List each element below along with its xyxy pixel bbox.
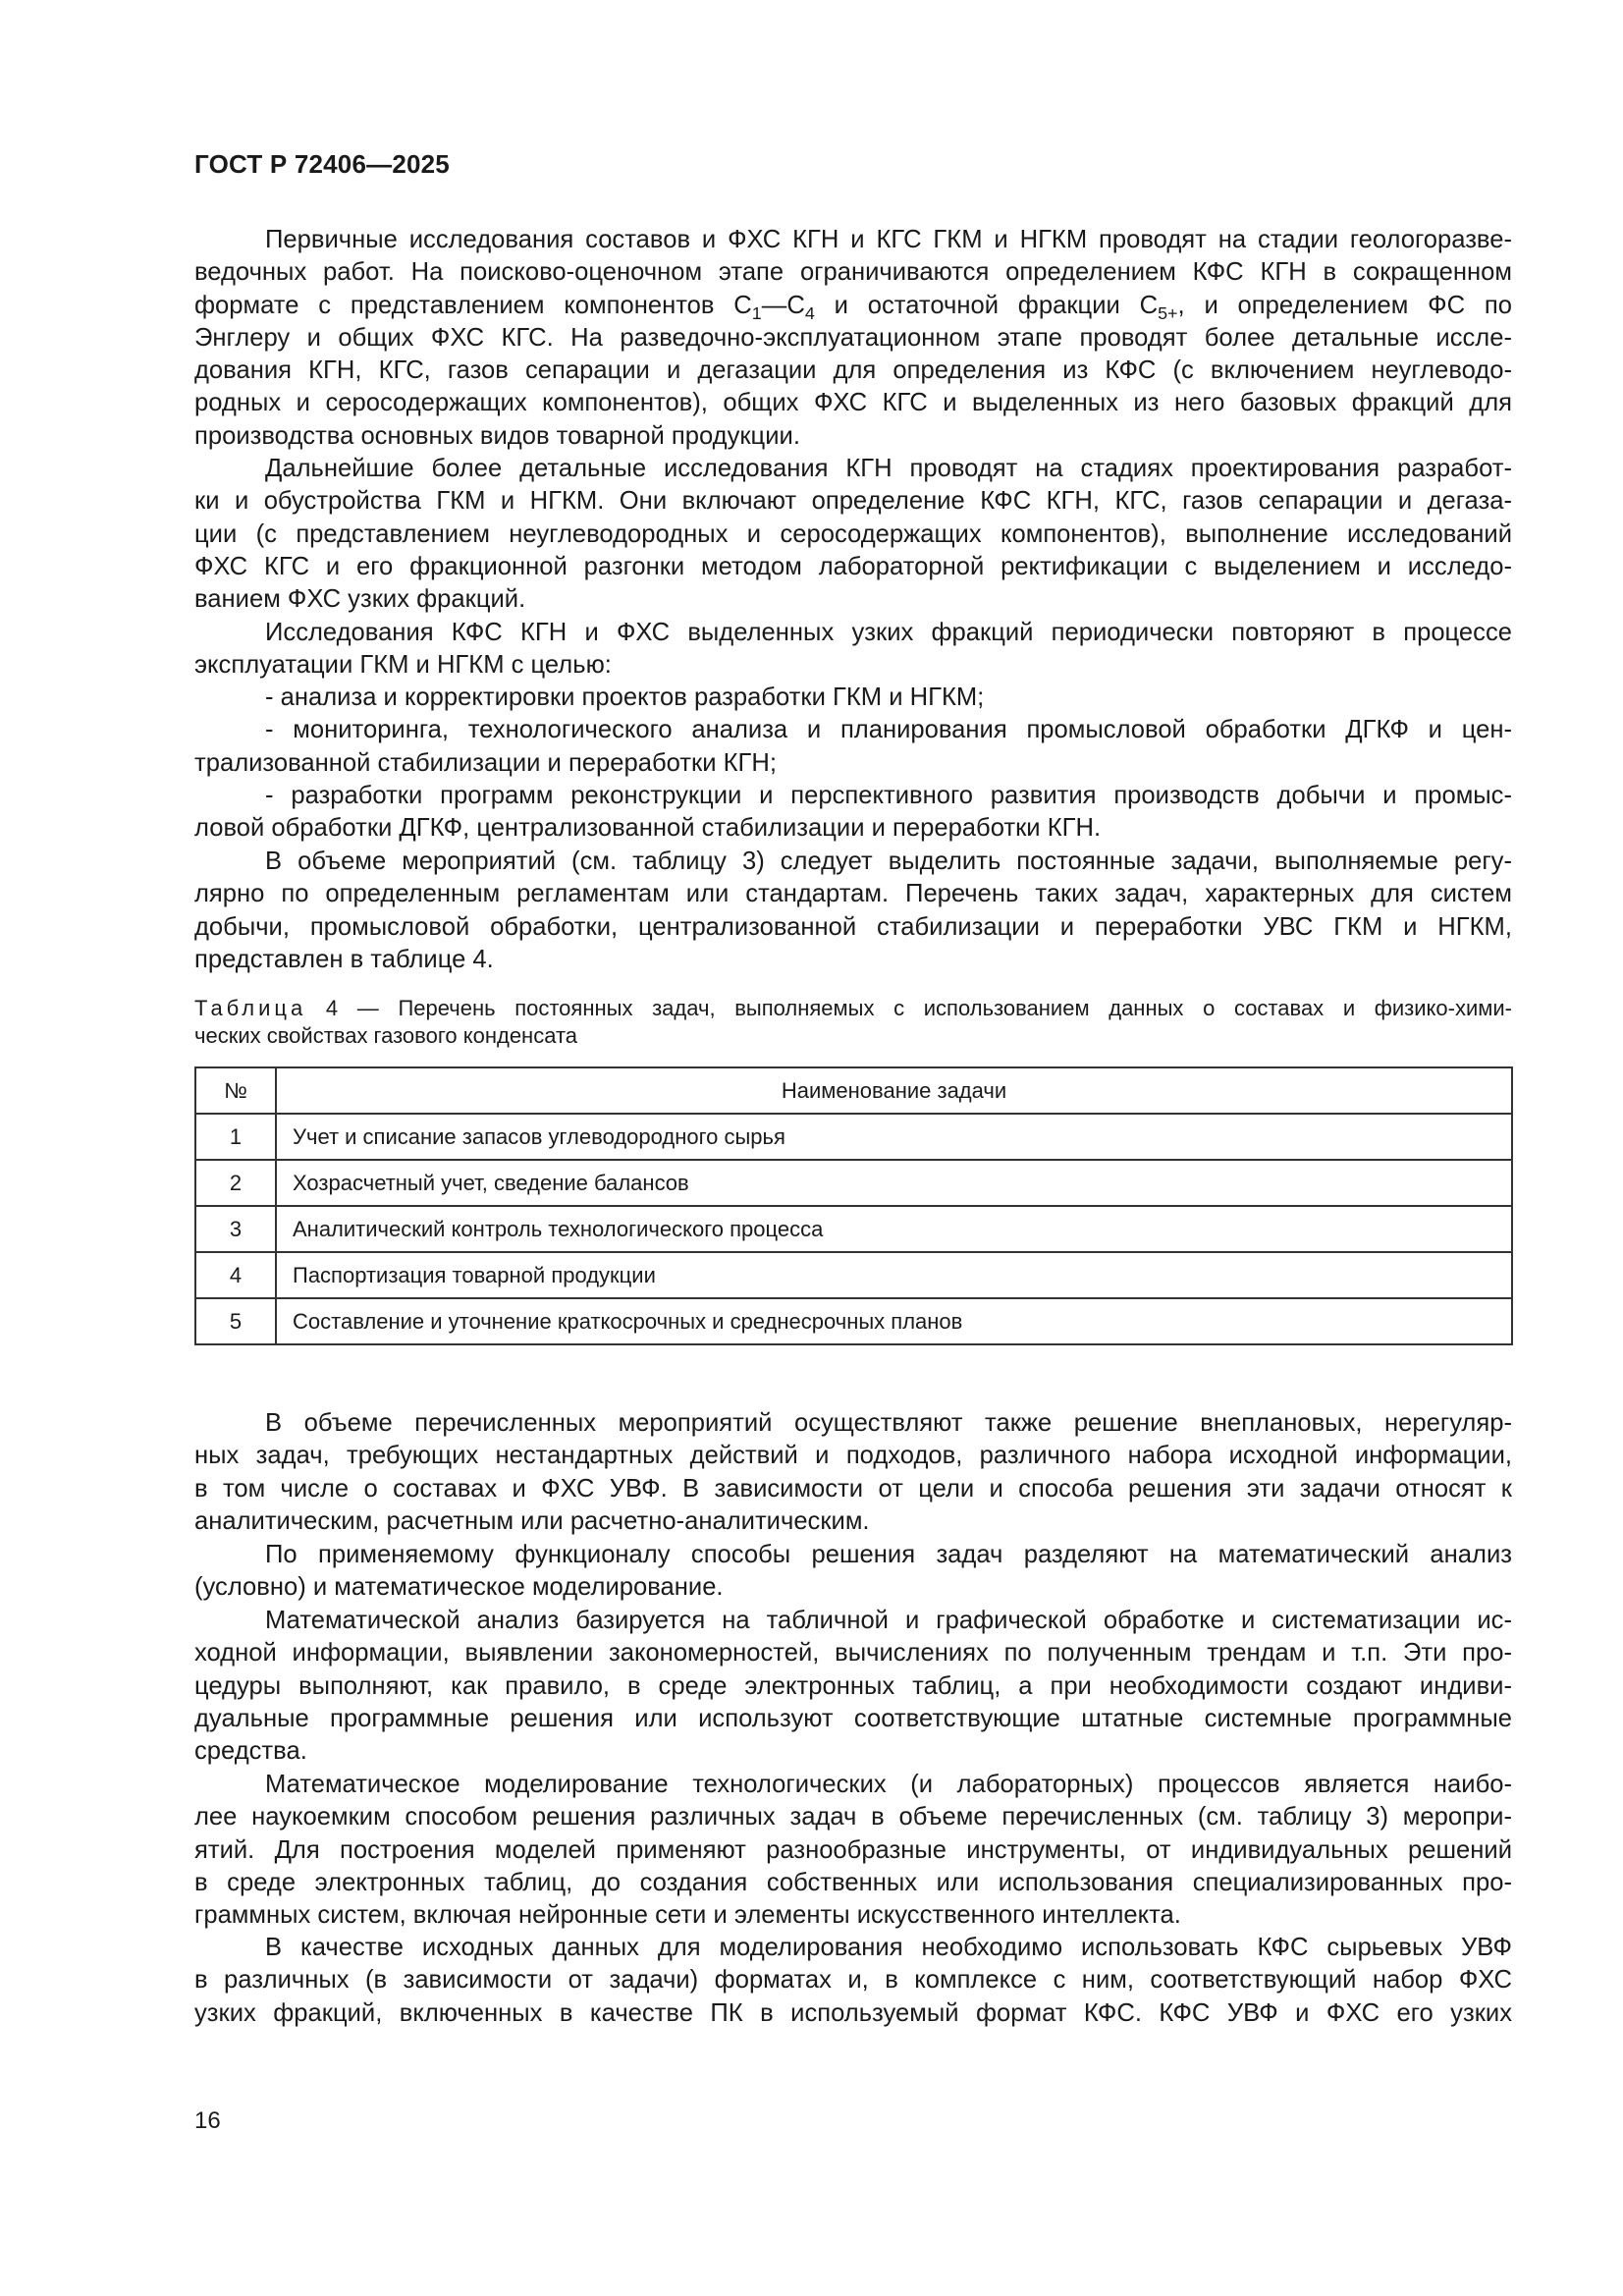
text-line: представлен в таблице 4.	[194, 945, 494, 973]
header-task-name: Наименование задачи	[276, 1067, 1512, 1114]
text-line: граммных систем, включая нейронные сети и элементы искусственного интеллекта.	[194, 1901, 1181, 1930]
text-line: узких фракций, включенных в качестве ПК в используемый формат КФС. КФС УВФ и ФХС его узких	[194, 1998, 1512, 2027]
text-line: Первичные исследования составов и ФХС КГН и КГС ГКМ и НГКМ проводят на стадии геологоразве-	[265, 226, 1512, 253]
text-line: цедуры выполняют, как правило, в среде электронных таблиц, а при необходимости создают индиви-	[194, 1671, 1512, 1700]
row-task-name: Паспортизация товарной продукции	[276, 1252, 1512, 1298]
text-line: ФХС КГС и его фракционной разгонки методом лабораторной ректификации с выделением и исследо-	[194, 552, 1512, 580]
text-line: Математической анализ базируется на табличной и графической обработке и систематизации ис-	[265, 1607, 1512, 1634]
text-line: родных и серосодержащих компонентов), общих ФХС КГС и выделенных из него базовых фракций для	[194, 389, 1512, 417]
text-line: ции (с представлением неуглеводородных и серосодержащих компонентов), выполнение исследований	[194, 519, 1512, 548]
paragraph-periodic-studies	[194, 617, 1512, 683]
table-row	[195, 1206, 1512, 1252]
text-line: ных задач, требующих нестандартных действий и подходов, различного набора исходной информации,	[194, 1442, 1512, 1470]
text-line: ки и обустройства ГКМ и НГКМ. Они включают определение КФС КГН, КГС, газов сепарации и дегаза-	[194, 487, 1512, 516]
row-number: 4	[195, 1252, 276, 1298]
caption-line: Таблица 4 — Перечень постоянных задач, выполняемых с использованием данных о составах и физико-хими-	[194, 996, 1512, 1020]
list-item: - анализа и корректировки проектов разработки ГКМ и НГКМ;	[265, 683, 985, 711]
table-header-row	[195, 1067, 1512, 1114]
row-number: 1	[195, 1114, 276, 1160]
table-row	[195, 1114, 1512, 1160]
paragraph-detailed-studies	[194, 453, 1512, 616]
paragraph-math-modeling	[194, 1769, 1512, 1932]
paragraph-unplanned-tasks	[194, 1407, 1512, 1538]
text-line: в среде электронных таблиц, до создания собственных или использования специализированных про-	[194, 1868, 1512, 1896]
text-line: Энглеру и общих ФХС КГС. На разведочно-эксплуатационном этапе проводят более детальные иссле-	[194, 323, 1512, 352]
list-item-continuation: трализованной стабилизации и переработки КГН;	[194, 748, 777, 777]
row-number: 3	[195, 1206, 276, 1252]
text-line: средства.	[194, 1737, 307, 1766]
text-line: ходной информации, выявлении закономерностей, вычислениях по полученным трендам и т.п. Эти про-	[194, 1639, 1512, 1667]
text-line: эксплуатации ГКМ и НГКМ с целью:	[194, 651, 612, 680]
text-line: ятий. Для построения моделей применяют разнообразные инструменты, от индивидуальных решений	[194, 1835, 1512, 1864]
text-line: (условно) и математическое моделирование.	[194, 1573, 724, 1602]
text-line: По применяемому функционалу способы решения задач разделяют на математический анализ	[265, 1541, 1512, 1568]
table-row	[195, 1298, 1512, 1344]
list-item-continuation: ловой обработки ДГКФ, централизованной стабилизации и переработки КГН.	[194, 814, 1102, 843]
text-line: лярно по определенным регламентам или стандартам. Перечень таких задач, характерных для систем	[194, 880, 1512, 908]
row-task-name: Аналитический контроль технологического процесса	[276, 1206, 1512, 1252]
caption-label: Таблица	[194, 996, 307, 1020]
paragraph-methods	[194, 1539, 1512, 1605]
text-line: В объеме перечисленных мероприятий осуществляют также решение внеплановых, нерегуляр-	[265, 1409, 1512, 1437]
text-line-components: формате с представлением компонентов $C_1—C_4$ и остаточной фракции $C_{5+}$, и определением ФС по	[194, 291, 1512, 323]
row-number: 5	[195, 1298, 276, 1344]
table-row	[195, 1252, 1512, 1298]
header-number: №	[195, 1067, 276, 1114]
text-line: дуальные программные решения или используют соответствующие штатные системные программные	[194, 1704, 1512, 1732]
paragraph-primary-studies	[194, 224, 1512, 453]
table-row	[195, 1160, 1512, 1206]
text-line: в различных (в зависимости от задачи) форматах и, в комплексе с ним, соответствующий набор ФХС	[194, 1966, 1512, 1995]
text-line: Дальнейшие более детальные исследования КГН проводят на стадиях проектирования разработ-	[265, 455, 1512, 482]
text-line: ванием ФХС узких фракций.	[194, 585, 526, 614]
paragraph-permanent-tasks	[194, 846, 1512, 976]
text-line: Исследования КФС КГН и ФХС выделенных узких фракций периодически повторяют в процессе	[265, 619, 1512, 646]
bullet-list	[194, 682, 1512, 845]
text-line: добычи, промысловой обработки, централизованной стабилизации и переработки УВС ГКМ и НГКМ,	[194, 912, 1512, 941]
page-number: 16	[194, 2107, 221, 2134]
text-line: лее наукоемким способом решения различных задач в объеме перечисленных (см. таблицу 3) меропри-	[194, 1803, 1512, 1831]
paragraph-math-analysis	[194, 1605, 1512, 1768]
text-line: аналитическим, расчетным или расчетно-аналитическим.	[194, 1506, 870, 1535]
row-task-name: Составление и уточнение краткосрочных и среднесрочных планов	[276, 1298, 1512, 1344]
tasks-table	[194, 1066, 1513, 1345]
caption-line: ческих свойствах газового конденсата	[194, 1023, 578, 1048]
text-line: производства основных видов товарной продукции.	[194, 421, 800, 450]
text-line: дования КГН, КГС, газов сепарации и дегазации для определения из КФС (с включением неуглеводо-	[194, 356, 1512, 385]
row-task-name: Учет и списание запасов углеводородного сырья	[276, 1114, 1512, 1160]
text-line: Математическое моделирование технологических (и лабораторных) процессов является наибо-	[265, 1771, 1512, 1798]
table-caption	[194, 995, 1512, 1050]
row-task-name: Хозрасчетный учет, сведение балансов	[276, 1160, 1512, 1206]
list-item: - разработки программ реконструкции и перспективного развития производств добычи и промыс-	[265, 781, 1512, 809]
text-line: В качестве исходных данных для моделирования необходимо использовать КФС сырьевых УВФ	[265, 1934, 1512, 1961]
list-item: - мониторинга, технологического анализа и планирования промысловой обработки ДГКФ и цен-	[265, 716, 1512, 744]
text-line: в том числе о составах и ФХС УВФ. В зависимости от цели и способа решения эти задачи относят к	[194, 1474, 1512, 1503]
document-id: ГОСТ Р 72406—2025	[194, 149, 450, 179]
text-line: ведочных работ. На поисково-оценочном этапе ограничиваются определением КФС КГН в сокращенном	[194, 258, 1512, 287]
paragraph-input-data	[194, 1932, 1512, 2030]
text-line: В объеме мероприятий (см. таблицу 3) следует выделить постоянные задачи, выполняемые регу-	[265, 847, 1512, 875]
row-number: 2	[195, 1160, 276, 1206]
